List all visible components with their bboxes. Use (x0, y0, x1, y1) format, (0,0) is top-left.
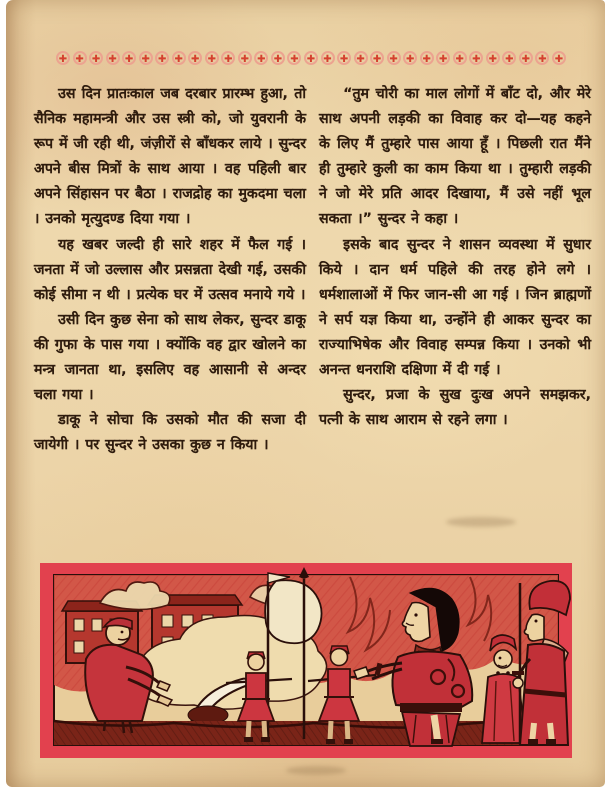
ornament-flower-icon: ✚ (238, 51, 252, 65)
story-text (34, 82, 591, 458)
story-illustration (40, 563, 572, 758)
ornament-flower-icon: ✚ (387, 51, 401, 65)
ornament-flower-icon: ✚ (205, 51, 219, 65)
ornament-flower-icon: ✚ (354, 51, 368, 65)
paragraph: डाकू ने सोचा कि उसको मौत की सजा दी जायेगी । पर सुन्दर ने उसका कुछ न किया । (34, 412, 306, 454)
paper-stain (446, 517, 516, 527)
ornament-flower-icon: ✚ (403, 51, 417, 65)
paragraph: उसी दिन कुछ सेना को साथ लेकर, सुन्दर डाकू की गुफा के पास गया । क्योंकि वह द्वार खोलने का मन्त्र जानता था, इसलिए वह आसानी से अन्दर चला गया । (34, 311, 306, 404)
paragraph: “तुम चोरी का माल लोगों में बाँट दो, और मेरे साथ अपनी लड़की का विवाह कर दो—यह कहने के लिए मैं तुम्हारे पास आया हूँ । पिछली रात मैंने ही तुम्हारे कुली का काम किया था । तुम्हारी लड़की ने जो मेरे प्रति आदर दिखाया, मैं उसे नहीं भूल सकता ।” सुन्दर ने कहा । (319, 86, 591, 228)
ornament-flower-icon: ✚ (172, 51, 186, 65)
ornament-flower-icon: ✚ (89, 51, 103, 65)
ornament-flower-icon: ✚ (420, 51, 434, 65)
ornament-flower-icon: ✚ (469, 51, 483, 65)
ornament-flower-icon: ✚ (552, 51, 566, 65)
ornament-flower-icon: ✚ (122, 51, 136, 65)
turbaned-man-figure (512, 581, 570, 745)
paper-stain (286, 766, 346, 775)
text-column-left (34, 82, 306, 458)
paragraph: उस दिन प्रातःकाल जब दरबार प्रारम्भ हुआ, तो सैनिक महामन्त्री और उस स्त्री को, जो युवरानी के रूप में जी रही थी, जंज़ीरों से बाँधकर लाये । सुन्दर अपने बीस मित्रों के साथ आया । वह पहिली बार अपने सिंहासन पर बैठा । राजद्रोह का मुकदमा चला । उनको मृत्युदण्ड दिया गया । (34, 86, 306, 228)
paragraph: सुन्दर, प्रजा के सुख दुःख अपने समझकर, पत्नी के साथ आराम से रहने लगा । (319, 387, 591, 429)
ornament-flower-icon: ✚ (453, 51, 467, 65)
text-column-right (319, 82, 591, 458)
ornament-flower-icon: ✚ (486, 51, 500, 65)
paragraph: इसके बाद सुन्दर ने शासन व्यवस्था में सुधार किये । दान धर्म पहिले की तरह होने लगे । धर्मशालाओं में फिर जान-सी आ गई । जिन ब्राह्मणों ने सर्प यज्ञ किया था, उन्होंने ही आकर सुन्दर का राज्याभिषेक और विवाह सम्पन्न किया । उनको भी अनन्त धनराशि दक्षिणा में दी गई । (319, 236, 591, 379)
ornament-flower-icon: ✚ (502, 51, 516, 65)
ornament-flower-icon: ✚ (221, 51, 235, 65)
ornament-flower-icon: ✚ (370, 51, 384, 65)
ornament-flower-icon: ✚ (254, 51, 268, 65)
ornament-flower-icon: ✚ (155, 51, 169, 65)
ornament-flower-icon: ✚ (139, 51, 153, 65)
ornament-border (56, 48, 566, 68)
ornament-flower-icon: ✚ (535, 51, 549, 65)
paragraph: यह खबर जल्दी ही सारे शहर में फैल गई । जनता में जो उल्लास और प्रसन्नता देखी गई, उसकी कोई सीमा न थी । प्रत्येक घर में उत्सव मनाये गये । (34, 236, 306, 303)
ornament-flower-icon: ✚ (106, 51, 120, 65)
ornament-flower-icon: ✚ (519, 51, 533, 65)
ornament-flower-icon: ✚ (287, 51, 301, 65)
ornament-flower-icon: ✚ (436, 51, 450, 65)
ornament-flower-icon: ✚ (56, 51, 70, 65)
ornament-flower-icon: ✚ (73, 51, 87, 65)
ornament-flower-icon: ✚ (304, 51, 318, 65)
ornament-flower-icon: ✚ (321, 51, 335, 65)
ornament-flower-icon: ✚ (337, 51, 351, 65)
ornament-flower-icon: ✚ (271, 51, 285, 65)
ornament-flower-icon: ✚ (188, 51, 202, 65)
